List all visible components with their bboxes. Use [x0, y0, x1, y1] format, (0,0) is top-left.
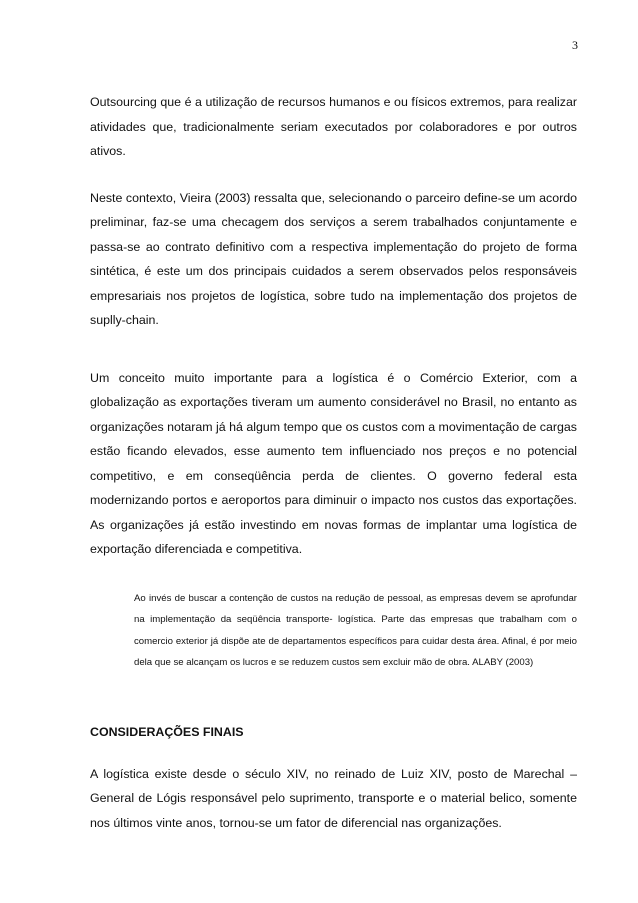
paragraph-consideracoes: A logística existe desde o século XIV, no reinado de Luiz XIV, posto de Marechal – General de Lógis responsável pelo suprimento, transporte e o material belico, somente nos últimos vinte anos, tornou-se um fator de diferencial nas organizações. [90, 766, 577, 830]
paragraph-vieira: Neste contexto, Vieira (2003) ressalta que, selecionando o parceiro define-se um acordo preliminar, faz-se uma checagem dos serviços a serem trabalhados conjuntamente e passa-se ao contrato definitivo com a respectiva implementação do projeto de forma sintética, é este um dos principais cuidados a serem observados pelos responsáveis empresariais nos projetos de logística, sobre tudo na implementação dos projetos de suplly-chain. [90, 190, 577, 327]
paragraph-comercio-exterior: Um conceito muito importante para a logística é o Comércio Exterior, com a globalização as exportações tiveram um aumento considerável no Brasil, no entanto as organizações notaram já há algum tempo que os custos com a movimentação de cargas estão ficando elevados, esse aumento tem influenciado nos preços e no potencial competitivo, e em conseqüência perda de clientes. O governo federal esta modernizando portos e aeroportos para diminuir o impacto nos custos das exportações. As organizações já estão investindo em novas formas de implantar uma logística de exportação diferenciada e competitiva. [90, 370, 577, 556]
paragraph-outsourcing: Outsourcing que é a utilização de recursos humanos e ou físicos extremos, para realizar atividades que, tradicionalmente seriam executados por colaboradores e por outros ativos. [90, 95, 577, 158]
document-body [90, 90, 577, 835]
block-quote: Ao invés de buscar a contenção de custos na redução de pessoal, as empresas devem se aprofundar na implementação da seqüência transporte- logística. Parte das empresas que trabalham com o comercio exterior já dispõe ate de departamentos específicos para cuidar desta área. Afinal, é por meio dela que se alcançam os lucros e se reduzem custos sem excluir mão de obra. ALABY (2003) [134, 592, 577, 668]
page-number: 3 [572, 38, 578, 52]
section-heading: CONSIDERAÇÕES FINAIS [90, 724, 244, 739]
